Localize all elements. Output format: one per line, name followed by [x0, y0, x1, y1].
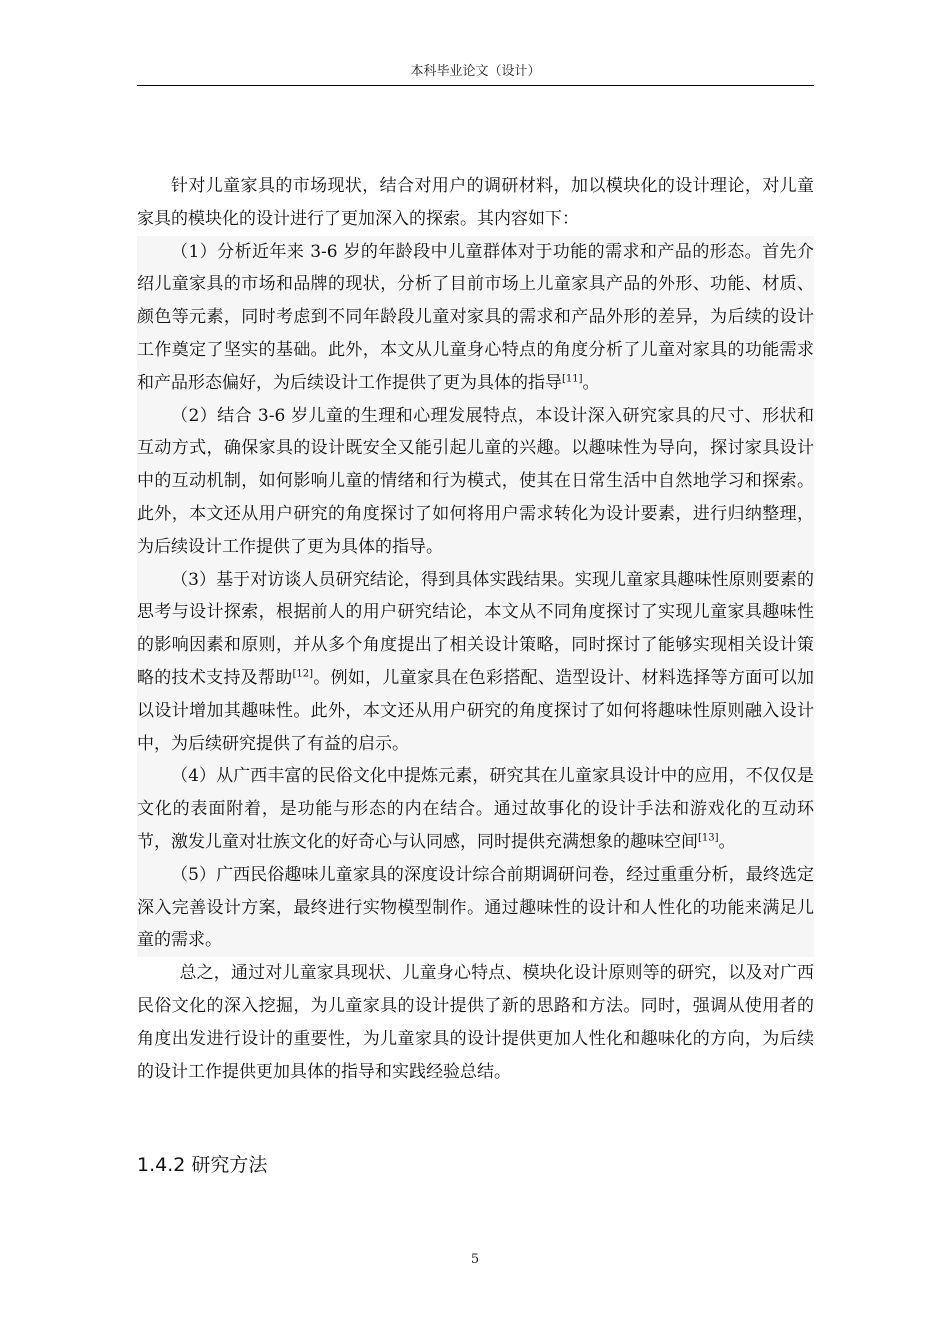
citation-12: [12]	[292, 668, 314, 680]
item-3-tail: 。例如，儿童家具在色彩搭配、造型设计、材料选择等方面可以加以设计增加其趣味性。此外，本文还从用户研究的角度探讨了如何将趣味性原则融入设计中，为后续研究提供了有益的启示。	[137, 667, 815, 754]
item-1-tail: 。	[582, 372, 600, 393]
item-4-tail: 。	[718, 831, 736, 852]
item-1-paragraph	[137, 236, 814, 400]
page-number: 5	[470, 1252, 480, 1267]
item-4-paragraph	[137, 760, 814, 858]
item-1-text: （1）分析近年来 3-6 岁的年龄段中儿童群体对于功能的需求和产品的形态。首先介绍儿童家具的市场和品牌的现状，分析了目前市场上儿童家具产品的外形、功能、材质、颜色等元素，同时考虑到不同年龄段儿童对家具的需求和产品外形的差异，为后续的设计工作奠定了坚实的基础。此外，本文从儿童身心特点的角度分析了儿童对家具的功能需求和产品形态偏好，为后续设计工作提供了更为具体的指导	[137, 241, 814, 393]
header-rule	[137, 85, 814, 86]
item-2-paragraph: （2）结合 3-6 岁儿童的生理和心理发展特点，本设计深入研究家具的尺寸、形状和互动方式，确保家具的设计既安全又能引起儿童的兴趣。以趣味性为导向，探讨家具设计中的互动机制，如何影响儿童的情绪和行为模式，使其在日常生活中自然地学习和探索。此外，本文还从用户研究的角度探讨了如何将用户需求转化为设计要素，进行归纳整理，为后续设计工作提供了更为具体的指导。	[137, 400, 814, 564]
item-3-text: （3）基于对访谈人员研究结论，得到具体实践结果。实现儿童家具趣味性原则要素的思考与设计探索，根据前人的用户研究结论，本文从不同角度探讨了实现儿童家具趣味性的影响因素和原则，并从多个角度提出了相关设计策略，同时探讨了能够实现相关设计策略的技术支持及帮助	[137, 569, 814, 688]
citation-13: [13]	[698, 832, 719, 844]
section-heading: 1.4.2 研究方法	[137, 1154, 268, 1176]
item-5-paragraph: （5）广西民俗趣味儿童家具的深度设计综合前期调研问卷，经过重重分析，最终选定深入完善设计方案，最终进行实物模型制作。通过趣味性的设计和人性化的功能来满足儿童的需求。	[137, 859, 814, 957]
summary-paragraph: 总之，通过对儿童家具现状、儿童身心特点、模块化设计原则等的研究，以及对广西民俗文化的深入挖掘，为儿童家具的设计提供了新的思路和方法。同时，强调从使用者的角度出发进行设计的重要性，为儿童家具的设计提供更加人性化和趣味化的方向，为后续的设计工作提供更加具体的指导和实践经验总结。	[137, 963, 814, 1082]
citation-11: [11]	[562, 373, 583, 385]
item-3-paragraph	[137, 564, 814, 761]
running-header: 本科毕业论文（设计）	[410, 64, 541, 79]
intro-paragraph: 针对儿童家具的市场现状，结合对用户的调研材料，加以模块化的设计理论，对儿童家具的模块化的设计进行了更加深入的探索。其内容如下：	[137, 176, 814, 229]
body-text	[137, 170, 814, 1088]
item-4-text: （4）从广西丰富的民俗文化中提炼元素，研究其在儿童家具设计中的应用，不仅仅是文化的表面附着，是功能与形态的内在结合。通过故事化的设计手法和游戏化的互动环节，激发儿童对壮族文化的好奇心与认同感，同时提供充满想象的趣味空间	[137, 766, 814, 852]
